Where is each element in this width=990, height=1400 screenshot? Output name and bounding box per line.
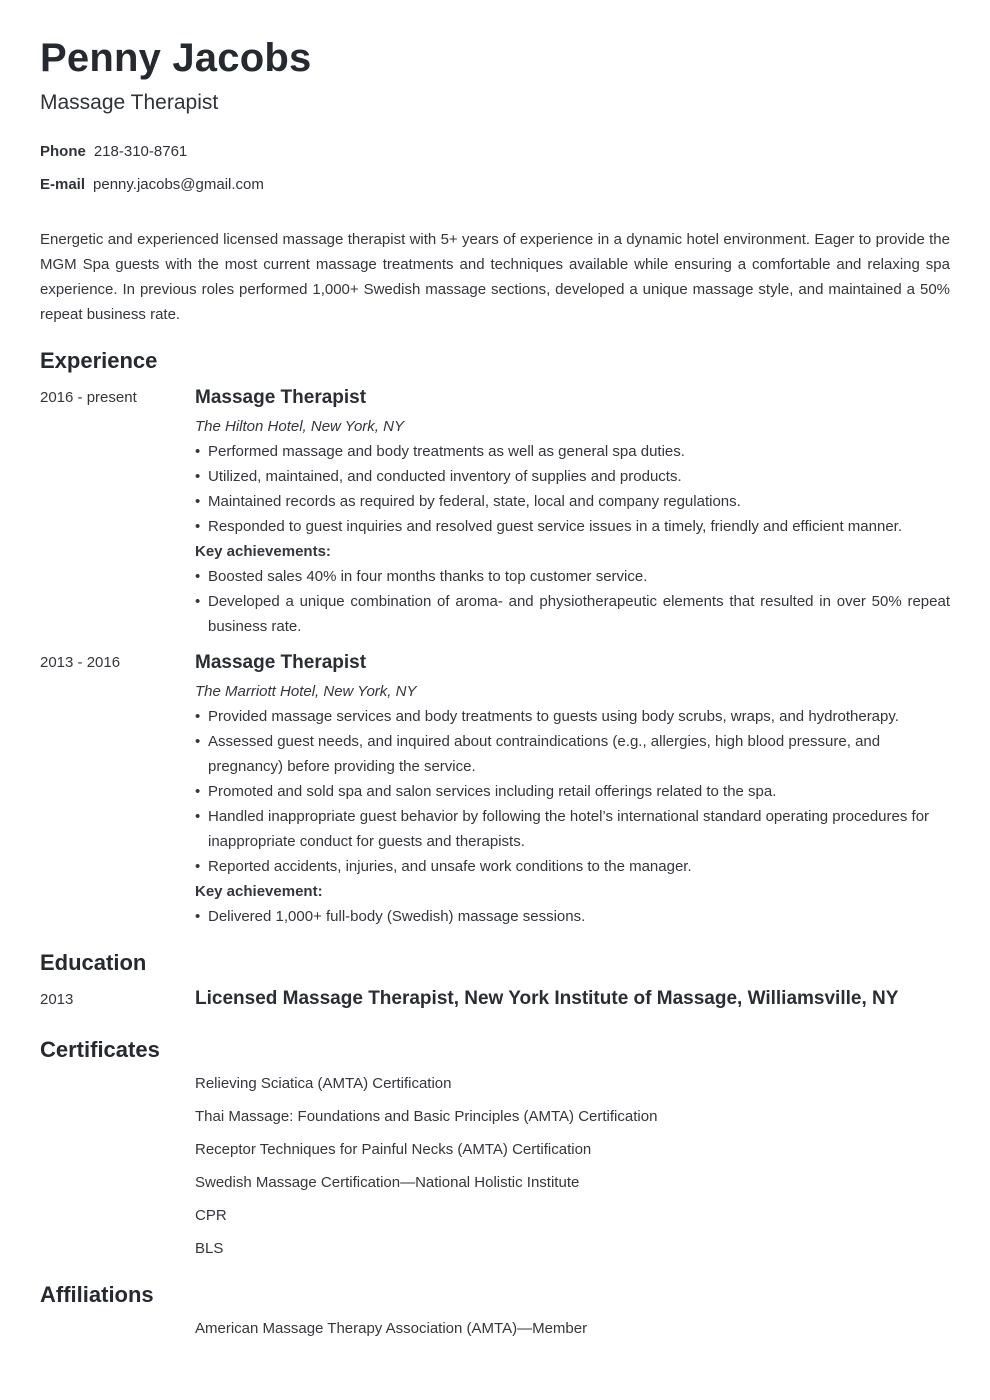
phone-row (40, 143, 187, 160)
list-item: • Boosted sales 40% in four months thanks to top customer service. (195, 564, 950, 589)
list-item: • Delivered 1,000+ full-body (Swedish) massage sessions. (195, 904, 950, 929)
job-title: Massage Therapist (195, 652, 367, 673)
job-entry (195, 386, 950, 639)
job-duties-list (195, 439, 950, 539)
list-item: • Utilized, maintained, and conducted inventory of supplies and products. (195, 464, 950, 489)
education-entry: Licensed Massage Therapist, New York Institute of Massage, Williamsville, NY (195, 988, 899, 1009)
list-item: • Developed a unique combination of aroma- and physiotherapeutic elements that resulted in over 50% repeat business rate. (195, 589, 950, 639)
list-item: • Provided massage services and body treatments to guests using body scrubs, wraps, and hydrotherapy. (195, 704, 950, 729)
job-company: The Hilton Hotel, New York, NY (195, 418, 404, 435)
certificate-item: Relieving Sciatica (AMTA) Certification (195, 1075, 452, 1092)
affiliation-item: American Massage Therapy Association (AMTA)—Member (195, 1320, 588, 1337)
key-achievements-label: Key achievements: (195, 543, 331, 560)
email-value: penny.jacobs@gmail.com (93, 176, 264, 193)
job-duties-list (195, 704, 950, 879)
certificate-item: Receptor Techniques for Painful Necks (AMTA) Certification (195, 1141, 592, 1158)
affiliations-heading: Affiliations (40, 1282, 154, 1307)
education-heading: Education (40, 950, 147, 975)
certificate-item: BLS (195, 1240, 224, 1257)
job-company: The Marriott Hotel, New York, NY (195, 683, 417, 700)
job-entry (195, 651, 950, 929)
certificate-item: CPR (195, 1207, 227, 1224)
list-item: • Maintained records as required by federal, state, local and company regulations. (195, 489, 950, 514)
key-achievement-label: Key achievement: (195, 883, 323, 900)
email-row (40, 176, 264, 193)
certificates-heading: Certificates (40, 1037, 160, 1062)
experience-heading: Experience (40, 348, 158, 373)
achievements-list (195, 564, 950, 639)
candidate-name: Penny Jacobs (40, 36, 312, 80)
job-dates: 2016 - present (40, 389, 137, 406)
job-title: Massage Therapist (195, 387, 367, 408)
education-year: 2013 (40, 991, 74, 1008)
list-item: • Assessed guest needs, and inquired about contraindications (e.g., allergies, high blood pressure, and pregnancy) before providing the service. (195, 729, 950, 779)
profile-summary: Energetic and experienced licensed massage therapist with 5+ years of experience in a dynamic hotel environment. Eager to provide the MGM Spa guests with the most current massage treatments and techniques available while ensuring a comfortable and relaxing spa experience. In previous roles performed 1,000+ Swedish massage sections, developed a unique massage style, and maintained a 50% repeat business rate. (40, 231, 950, 323)
list-item: • Promoted and sold spa and salon services including retail offerings related to the spa. (195, 779, 950, 804)
certificate-item: Swedish Massage Certification—National Holistic Institute (195, 1174, 580, 1191)
job-dates: 2013 - 2016 (40, 654, 121, 671)
affiliations-list (195, 1320, 587, 1353)
certificates-list (195, 1075, 657, 1273)
phone-label: Phone (40, 143, 86, 160)
list-item: • Handled inappropriate guest behavior by following the hotel’s international standard operating procedures for inappropriate conduct for guests and therapists. (195, 804, 950, 854)
list-item: • Responded to guest inquiries and resolved guest service issues in a timely, friendly and efficient manner. (195, 514, 950, 539)
phone-value: 218-310-8761 (93, 143, 188, 160)
list-item: • Reported accidents, injuries, and unsafe work conditions to the manager. (195, 854, 950, 879)
achievements-list (195, 904, 950, 929)
candidate-role: Massage Therapist (40, 91, 219, 114)
email-label: E-mail (40, 176, 86, 193)
list-item: • Performed massage and body treatments as well as general spa duties. (195, 439, 950, 464)
certificate-item: Thai Massage: Foundations and Basic Principles (AMTA) Certification (195, 1108, 658, 1125)
